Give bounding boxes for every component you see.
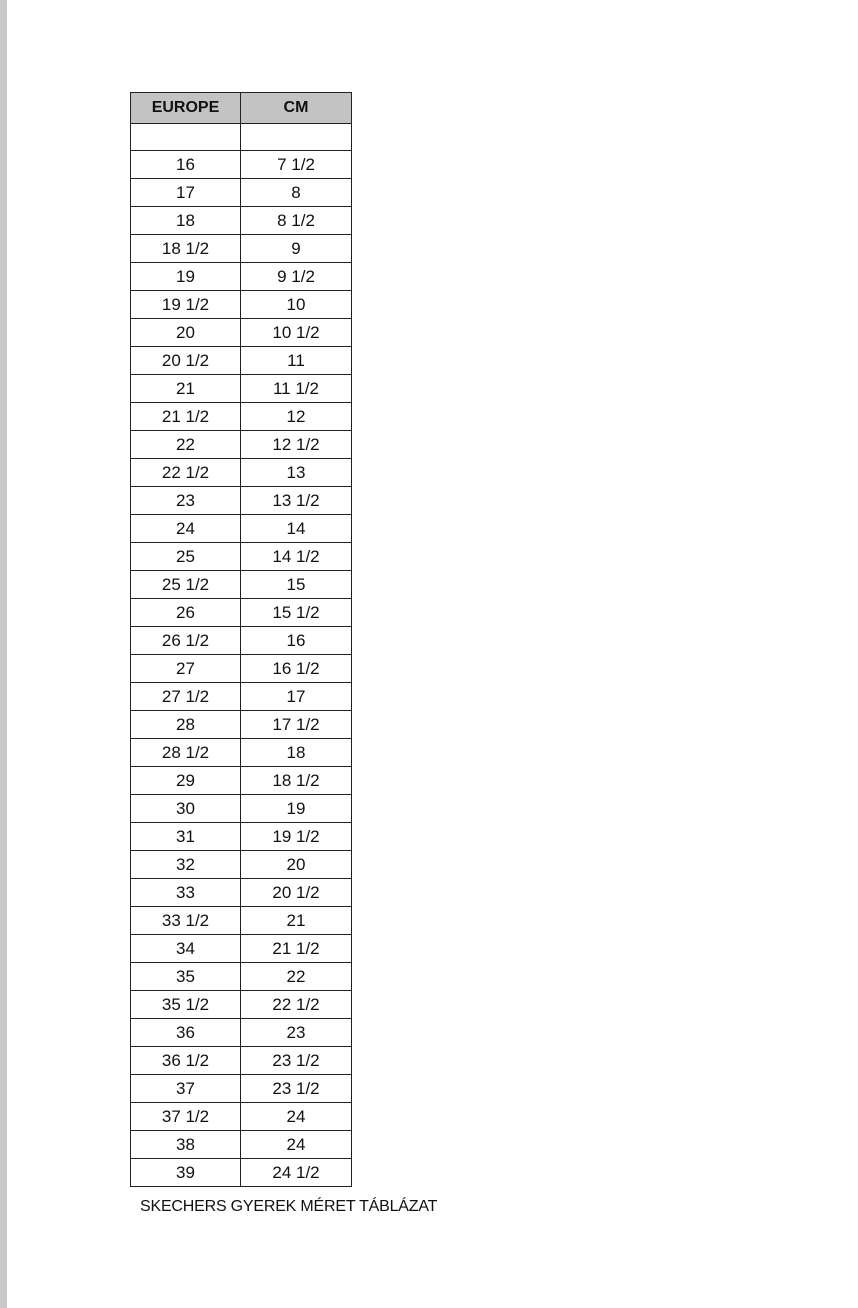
cell-europe-size: 17 (131, 179, 241, 207)
cell-europe-size: 18 1/2 (131, 235, 241, 263)
cell-europe-size: 39 (131, 1159, 241, 1187)
cell-cm-size: 23 1/2 (241, 1075, 352, 1103)
cell-europe-size: 26 (131, 599, 241, 627)
table-header-row (131, 93, 352, 124)
cell-cm-size: 12 1/2 (241, 431, 352, 459)
cell-cm-size: 13 1/2 (241, 487, 352, 515)
cell-cm-size: 23 (241, 1019, 352, 1047)
cell-cm-size: 16 (241, 627, 352, 655)
table-row (131, 431, 352, 459)
table-row (131, 711, 352, 739)
table-row (131, 683, 352, 711)
table-row (131, 263, 352, 291)
cell-cm-size: 18 (241, 739, 352, 767)
table-row (131, 1159, 352, 1187)
cell-europe-size: 30 (131, 795, 241, 823)
cell-cm-size: 20 (241, 851, 352, 879)
table-row (131, 235, 352, 263)
cell-europe-size: 20 1/2 (131, 347, 241, 375)
table-row (131, 907, 352, 935)
cell-europe-size: 36 (131, 1019, 241, 1047)
table-cell-empty (241, 124, 352, 151)
page-left-edge (0, 0, 7, 1308)
cell-europe-size: 19 1/2 (131, 291, 241, 319)
cell-europe-size: 34 (131, 935, 241, 963)
cell-europe-size: 21 1/2 (131, 403, 241, 431)
cell-cm-size: 17 1/2 (241, 711, 352, 739)
cell-cm-size: 21 (241, 907, 352, 935)
cell-europe-size: 16 (131, 151, 241, 179)
cell-europe-size: 37 (131, 1075, 241, 1103)
table-row (131, 655, 352, 683)
table-row (131, 767, 352, 795)
table-row (131, 823, 352, 851)
table-row (131, 991, 352, 1019)
cell-cm-size: 14 1/2 (241, 543, 352, 571)
cell-cm-size: 21 1/2 (241, 935, 352, 963)
cell-europe-size: 31 (131, 823, 241, 851)
table-row (131, 151, 352, 179)
table-row (131, 1019, 352, 1047)
size-conversion-table (130, 92, 352, 1187)
cell-cm-size: 24 (241, 1131, 352, 1159)
table-row (131, 627, 352, 655)
table-row (131, 963, 352, 991)
table-row (131, 739, 352, 767)
cell-cm-size: 23 1/2 (241, 1047, 352, 1075)
cell-cm-size: 24 1/2 (241, 1159, 352, 1187)
blank-row (131, 124, 352, 151)
cell-cm-size: 15 1/2 (241, 599, 352, 627)
cell-europe-size: 18 (131, 207, 241, 235)
cell-europe-size: 24 (131, 515, 241, 543)
cell-cm-size: 8 (241, 179, 352, 207)
table-row (131, 543, 352, 571)
cell-cm-size: 8 1/2 (241, 207, 352, 235)
table-row (131, 935, 352, 963)
table-row (131, 347, 352, 375)
cell-cm-size: 22 (241, 963, 352, 991)
cell-europe-size: 38 (131, 1131, 241, 1159)
cell-cm-size: 9 1/2 (241, 263, 352, 291)
cell-europe-size: 29 (131, 767, 241, 795)
column-header-cm: CM (241, 93, 352, 124)
cell-europe-size: 35 1/2 (131, 991, 241, 1019)
cell-cm-size: 11 (241, 347, 352, 375)
cell-cm-size: 7 1/2 (241, 151, 352, 179)
cell-europe-size: 27 1/2 (131, 683, 241, 711)
table-row (131, 403, 352, 431)
cell-europe-size: 27 (131, 655, 241, 683)
table-row (131, 291, 352, 319)
table-row (131, 459, 352, 487)
cell-cm-size: 10 (241, 291, 352, 319)
cell-europe-size: 33 (131, 879, 241, 907)
cell-europe-size: 25 1/2 (131, 571, 241, 599)
cell-europe-size: 20 (131, 319, 241, 347)
table-row (131, 375, 352, 403)
column-header-europe: EUROPE (131, 93, 241, 124)
cell-cm-size: 24 (241, 1103, 352, 1131)
table-row (131, 207, 352, 235)
cell-cm-size: 12 (241, 403, 352, 431)
table-row (131, 851, 352, 879)
table-row (131, 179, 352, 207)
table-row (131, 319, 352, 347)
cell-cm-size: 15 (241, 571, 352, 599)
cell-europe-size: 37 1/2 (131, 1103, 241, 1131)
cell-cm-size: 13 (241, 459, 352, 487)
cell-cm-size: 19 (241, 795, 352, 823)
cell-europe-size: 22 (131, 431, 241, 459)
table-row (131, 1075, 352, 1103)
cell-cm-size: 17 (241, 683, 352, 711)
table-row (131, 1047, 352, 1075)
cell-europe-size: 35 (131, 963, 241, 991)
cell-cm-size: 10 1/2 (241, 319, 352, 347)
cell-europe-size: 26 1/2 (131, 627, 241, 655)
table-row (131, 795, 352, 823)
cell-cm-size: 19 1/2 (241, 823, 352, 851)
table-row (131, 1103, 352, 1131)
table-row (131, 487, 352, 515)
table-row (131, 879, 352, 907)
table-row (131, 1131, 352, 1159)
cell-cm-size: 16 1/2 (241, 655, 352, 683)
cell-europe-size: 25 (131, 543, 241, 571)
cell-cm-size: 14 (241, 515, 352, 543)
cell-cm-size: 9 (241, 235, 352, 263)
cell-cm-size: 20 1/2 (241, 879, 352, 907)
cell-cm-size: 22 1/2 (241, 991, 352, 1019)
table-caption: SKECHERS GYEREK MÉRET TÁBLÁZAT (140, 1198, 438, 1215)
cell-europe-size: 36 1/2 (131, 1047, 241, 1075)
cell-europe-size: 22 1/2 (131, 459, 241, 487)
cell-europe-size: 23 (131, 487, 241, 515)
cell-cm-size: 11 1/2 (241, 375, 352, 403)
table-body (131, 124, 352, 1187)
cell-cm-size: 18 1/2 (241, 767, 352, 795)
cell-europe-size: 32 (131, 851, 241, 879)
cell-europe-size: 28 (131, 711, 241, 739)
cell-europe-size: 33 1/2 (131, 907, 241, 935)
table-row (131, 515, 352, 543)
cell-europe-size: 28 1/2 (131, 739, 241, 767)
table-row (131, 571, 352, 599)
table-row (131, 599, 352, 627)
cell-europe-size: 21 (131, 375, 241, 403)
table-cell-empty (131, 124, 241, 151)
cell-europe-size: 19 (131, 263, 241, 291)
